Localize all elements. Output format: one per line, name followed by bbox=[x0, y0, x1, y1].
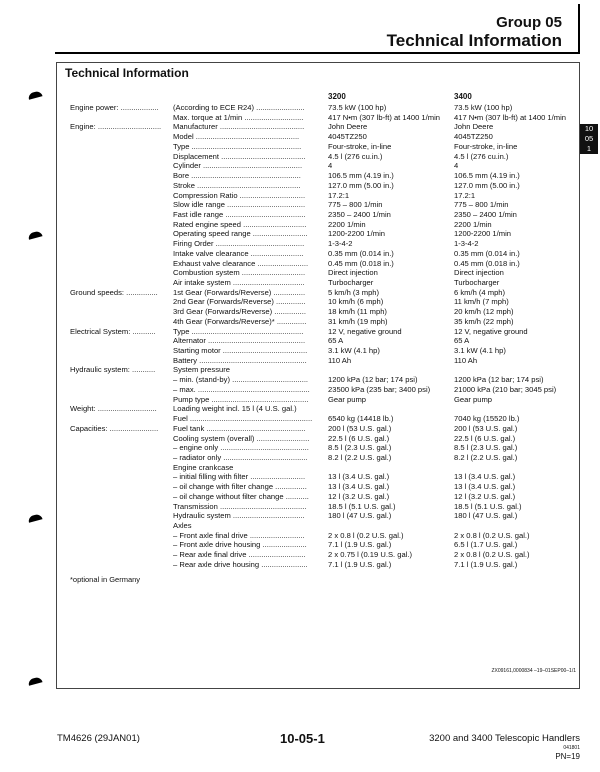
row-item: – min. (stand-by) .................................... bbox=[173, 375, 309, 385]
pn-number: PN=19 bbox=[555, 752, 580, 761]
value-3200: 417 N•m (307 lb-ft) at 1400 1/min bbox=[328, 112, 440, 122]
value-3400: 18.5 l (5.1 U.S. gal.) bbox=[454, 501, 522, 511]
row-item: – engine only .......................................... bbox=[173, 443, 309, 453]
row-item: Fuel .......................................................... bbox=[173, 414, 313, 423]
value-3200: 106.5 mm (4.19 in.) bbox=[328, 171, 394, 180]
row-item: Loading weight incl. 15 l (4 U.S. gal.) bbox=[173, 404, 297, 414]
row-item: Intake valve clearance ......................... bbox=[173, 248, 304, 258]
row-category: Engine: .............................. bbox=[70, 122, 162, 132]
spec-row bbox=[0, 317, 600, 327]
value-3200: 23500 kPa (235 bar; 3400 psi) bbox=[328, 384, 431, 394]
spec-row bbox=[0, 103, 600, 113]
value-3200: 7.1 l (1.9 U.S. gal.) bbox=[328, 559, 392, 569]
row-item: Pump type .............................................. bbox=[173, 394, 309, 404]
row-item: Manufacturer ........................................ bbox=[173, 122, 305, 132]
binding-mark bbox=[27, 90, 42, 99]
value-3200: Gear pump bbox=[328, 394, 366, 404]
row-item: Transmission ......................................... bbox=[173, 501, 307, 511]
value-3200: 1-3-4-2 bbox=[328, 239, 353, 249]
value-3200: 8.5 l (2.3 U.S. gal.) bbox=[328, 443, 392, 453]
value-3400: 7.1 l (1.9 U.S. gal.) bbox=[454, 559, 518, 569]
value-3400: 2 x 0.8 l (0.2 U.S. gal.) bbox=[454, 530, 530, 540]
value-3200: 13 l (3.4 U.S. gal.) bbox=[328, 482, 390, 492]
value-3200: 1200 kPa (12 bar; 174 psi) bbox=[328, 375, 418, 385]
value-3200: 3.1 kW (4.1 hp) bbox=[328, 346, 380, 355]
value-3200: 17.2:1 bbox=[328, 190, 350, 200]
value-3400: 12 l (3.2 U.S. gal.) bbox=[454, 491, 516, 501]
value-3400: 417 N•m (307 lb-ft) at 1400 1/min bbox=[454, 112, 566, 122]
value-3400: 13 l (3.4 U.S. gal.) bbox=[454, 482, 516, 492]
row-item: – oil change with filter change ............... bbox=[173, 482, 307, 492]
spec-row bbox=[0, 229, 600, 239]
spec-row bbox=[0, 443, 600, 453]
value-3400: 13 l (3.4 U.S. gal.) bbox=[454, 472, 516, 482]
row-item: Compression Ratio ............................... bbox=[173, 190, 306, 200]
section-title: Technical Information bbox=[65, 66, 189, 80]
page-number: 10-05-1 bbox=[280, 731, 325, 746]
value-3200: Turbocharger bbox=[328, 278, 374, 287]
spec-row bbox=[0, 297, 600, 307]
value-3200: Four-stroke, in-line bbox=[328, 141, 392, 151]
tab-line: 05 bbox=[584, 134, 594, 143]
row-item: – Rear axle drive housing ...................... bbox=[173, 559, 308, 569]
spec-row bbox=[0, 122, 600, 132]
row-item: – oil change without filter change ........... bbox=[173, 491, 309, 501]
spec-row bbox=[0, 161, 600, 171]
spec-row bbox=[0, 531, 600, 541]
value-3400: 8.5 l (2.3 U.S. gal.) bbox=[454, 443, 518, 453]
row-item: – Front axle drive housing ..................... bbox=[173, 540, 307, 550]
value-3200: 12 V, negative ground bbox=[328, 326, 402, 336]
row-item: Air intake system .................................. bbox=[173, 278, 305, 287]
value-3400: 2350 – 2400 1/min bbox=[454, 209, 517, 219]
value-3400: Four-stroke, in-line bbox=[454, 141, 518, 151]
value-3400: 73.5 kW (100 hp) bbox=[454, 103, 513, 112]
row-item: Battery ................................................... bbox=[173, 355, 307, 365]
row-item: Exhaust valve clearance ........................ bbox=[173, 258, 309, 268]
value-3400: 17.2:1 bbox=[454, 190, 476, 200]
spec-row bbox=[0, 336, 600, 346]
spec-row bbox=[0, 560, 600, 570]
value-3400: 12 V, negative ground bbox=[454, 326, 528, 336]
value-3200: 5 km/h (3 mph) bbox=[328, 287, 380, 297]
value-3400: 106.5 mm (4.19 in.) bbox=[454, 171, 520, 180]
header-side-rule bbox=[578, 4, 580, 54]
row-item: – radiator only ........................................ bbox=[173, 452, 308, 462]
value-3200: 73.5 kW (100 hp) bbox=[328, 103, 387, 112]
spec-row bbox=[0, 540, 600, 550]
value-3200: 2 x 0.75 l (0.19 U.S. gal.) bbox=[328, 550, 412, 560]
value-3400: 20 km/h (12 mph) bbox=[454, 307, 514, 317]
value-3400: 4.5 l (276 cu.in.) bbox=[454, 151, 509, 161]
row-item: System pressure bbox=[173, 365, 230, 375]
row-item: Type .................................................... bbox=[173, 141, 302, 151]
value-3200: 10 km/h (6 mph) bbox=[328, 297, 384, 307]
spec-row bbox=[0, 327, 600, 337]
spec-row bbox=[0, 395, 600, 405]
row-item: 3rd Gear (Forwards/Reverse) ............... bbox=[173, 307, 306, 317]
value-3400: 110 Ah bbox=[454, 355, 478, 365]
spec-row bbox=[0, 434, 600, 444]
value-3200: 18 km/h (11 mph) bbox=[328, 307, 387, 317]
row-item: 4th Gear (Forwards/Reverse)* .............. bbox=[173, 316, 307, 326]
value-3400: 3.1 kW (4.1 hp) bbox=[454, 346, 506, 355]
value-3400: John Deere bbox=[454, 122, 494, 132]
value-3200: 775 – 800 1/min bbox=[328, 200, 383, 210]
spec-row bbox=[0, 249, 600, 259]
value-3400: 200 l (53 U.S. gal.) bbox=[454, 423, 518, 433]
value-3400: 8.2 l (2.2 U.S. gal.) bbox=[454, 452, 518, 462]
spec-row bbox=[0, 414, 600, 424]
spec-row bbox=[0, 482, 600, 492]
value-3400: 775 – 800 1/min bbox=[454, 200, 509, 210]
spec-row bbox=[0, 307, 600, 317]
value-3400: 2200 1/min bbox=[454, 219, 492, 229]
row-item: Bore .................................................... bbox=[173, 171, 301, 180]
value-3400: 180 l (47 U.S. gal.) bbox=[454, 511, 518, 521]
value-3200: John Deere bbox=[328, 122, 368, 132]
group-label: Group 05 bbox=[496, 14, 562, 31]
value-3200: Direct injection bbox=[328, 268, 378, 278]
manual-id: TM4626 (29JAN01) bbox=[57, 733, 140, 744]
print-code: 041801 bbox=[563, 745, 580, 751]
value-3400: 7040 kg (15520 lb.) bbox=[454, 414, 520, 423]
manual-title: 3200 and 3400 Telescopic Handlers bbox=[429, 733, 580, 744]
row-item: Max. torque at 1/min ............................ bbox=[173, 112, 304, 122]
value-3400: 1200-2200 1/min bbox=[454, 229, 511, 239]
spec-row bbox=[0, 492, 600, 502]
value-3200: 13 l (3.4 U.S. gal.) bbox=[328, 472, 390, 482]
spec-row bbox=[0, 385, 600, 395]
value-3200: 4 bbox=[328, 161, 333, 171]
row-item: Stroke ................................................. bbox=[173, 180, 301, 190]
row-category: Electrical System: ........... bbox=[70, 326, 156, 336]
value-3400: 127.0 mm (5.00 in.) bbox=[454, 180, 520, 190]
value-3200: 2200 1/min bbox=[328, 219, 366, 229]
value-3400: 0.45 mm (0.018 in.) bbox=[454, 258, 520, 268]
spec-row bbox=[0, 181, 600, 191]
spec-row bbox=[0, 404, 600, 414]
row-item: Combustion system .............................. bbox=[173, 268, 306, 278]
value-3200: 4.5 l (276 cu.in.) bbox=[328, 151, 383, 161]
value-3400: 6.5 l (1.7 U.S. gal.) bbox=[454, 540, 518, 550]
spec-row bbox=[0, 220, 600, 230]
row-item: Slow idle range ..................................... bbox=[173, 200, 306, 210]
value-3400: Turbocharger bbox=[454, 278, 500, 287]
value-3200: 65 A bbox=[328, 336, 344, 346]
value-3400: 1200 kPa (12 bar; 174 psi) bbox=[454, 375, 544, 385]
row-item: (According to ECE R24) ....................... bbox=[173, 103, 305, 112]
value-3200: 0.45 mm (0.018 in.) bbox=[328, 258, 394, 268]
spec-row bbox=[0, 550, 600, 560]
spec-row bbox=[0, 521, 600, 531]
value-3400: 4045TZ250 bbox=[454, 132, 493, 142]
page-header-title: Technical Information bbox=[386, 31, 562, 50]
value-3400: 4 bbox=[454, 161, 459, 171]
value-3200: 0.35 mm (0.014 in.) bbox=[328, 248, 394, 258]
row-category: Ground speeds: ............... bbox=[70, 287, 158, 297]
spec-row bbox=[0, 511, 600, 521]
row-item: Fuel tank ............................................... bbox=[173, 423, 306, 433]
value-3200: 4045TZ250 bbox=[328, 132, 367, 142]
value-3200: 31 km/h (19 mph) bbox=[328, 316, 388, 326]
value-3200: 1200-2200 1/min bbox=[328, 229, 385, 239]
spec-row bbox=[0, 288, 600, 298]
spec-row bbox=[0, 259, 600, 269]
spec-row bbox=[0, 200, 600, 210]
spec-row bbox=[0, 424, 600, 434]
row-category: Hydraulic system: ........... bbox=[70, 365, 156, 375]
spec-row bbox=[0, 113, 600, 123]
row-item: – max. ..................................................... bbox=[173, 384, 310, 394]
value-3400: 2 x 0.8 l (0.2 U.S. gal.) bbox=[454, 550, 530, 560]
row-item: Cylinder ............................................... bbox=[173, 161, 303, 171]
row-item: Starting motor ........................................ bbox=[173, 346, 308, 355]
reference-code: ZX09161,0000834 –19–01SEP00–1/1 bbox=[491, 668, 576, 674]
row-item: Fast idle range ...................................... bbox=[173, 209, 306, 219]
row-item: Hydraulic system .................................. bbox=[173, 511, 305, 521]
value-3400: 11 km/h (7 mph) bbox=[454, 297, 509, 307]
row-item: Type ..................................................... bbox=[173, 326, 304, 336]
spec-row bbox=[0, 210, 600, 220]
row-item: 1st Gear (Forwards/Reverse) ............... bbox=[173, 287, 306, 297]
value-3200: 7.1 l (1.9 U.S. gal.) bbox=[328, 540, 392, 550]
row-item: Model ................................................. bbox=[173, 132, 300, 142]
value-3200: 2 x 0.8 l (0.2 U.S. gal.) bbox=[328, 530, 404, 540]
spec-row bbox=[0, 268, 600, 278]
spec-row bbox=[0, 171, 600, 181]
row-item: Alternator .............................................. bbox=[173, 336, 306, 346]
row-item: – Front axle final drive .......................... bbox=[173, 530, 305, 540]
row-category: Weight: ............................ bbox=[70, 404, 157, 414]
spec-row bbox=[0, 239, 600, 249]
value-3200: 22.5 l (6 U.S. gal.) bbox=[328, 433, 390, 443]
spec-row bbox=[0, 346, 600, 356]
row-item: – Rear axle final drive ........................... bbox=[173, 550, 306, 560]
value-3200: 12 l (3.2 U.S. gal.) bbox=[328, 491, 390, 501]
value-3400: Direct injection bbox=[454, 268, 504, 278]
row-item: Firing Order .......................................... bbox=[173, 239, 305, 249]
tab-line: 10 bbox=[584, 124, 594, 133]
value-3200: 180 l (47 U.S. gal.) bbox=[328, 511, 392, 521]
row-item: Axles bbox=[173, 521, 192, 530]
value-3400: 6 km/h (4 mph) bbox=[454, 287, 506, 297]
binding-mark bbox=[27, 676, 42, 685]
value-3200: 110 Ah bbox=[328, 355, 352, 365]
spec-row bbox=[0, 463, 600, 473]
row-item: 2nd Gear (Forwards/Reverse) .............. bbox=[173, 297, 306, 307]
spec-row bbox=[0, 132, 600, 142]
spec-row bbox=[0, 142, 600, 152]
value-3400: 35 km/h (22 mph) bbox=[454, 316, 514, 326]
value-3400: 0.35 mm (0.014 in.) bbox=[454, 248, 520, 258]
spec-row bbox=[0, 472, 600, 482]
column-header-3400: 3400 bbox=[454, 92, 472, 101]
spec-row bbox=[0, 375, 600, 385]
row-item: – initial filling with filter .......................... bbox=[173, 472, 306, 482]
footnote: *optional in Germany bbox=[70, 575, 141, 584]
spec-row bbox=[0, 278, 600, 288]
spec-row bbox=[0, 453, 600, 463]
row-item: Operating speed range .......................... bbox=[173, 229, 308, 239]
value-3200: 6540 kg (14418 lb.) bbox=[328, 414, 394, 423]
row-item: Displacement ........................................ bbox=[173, 151, 306, 161]
value-3200: 200 l (53 U.S. gal.) bbox=[328, 423, 392, 433]
tab-line: 1 bbox=[586, 144, 592, 153]
value-3200: 2350 – 2400 1/min bbox=[328, 209, 391, 219]
value-3400: 21000 kPa (210 bar; 3045 psi) bbox=[454, 384, 557, 394]
row-category: Engine power: .................. bbox=[70, 103, 159, 112]
value-3200: 18.5 l (5.1 U.S. gal.) bbox=[328, 501, 396, 511]
header-rule bbox=[55, 52, 580, 54]
row-item: Cooling system (overall) ......................... bbox=[173, 433, 310, 443]
row-category: Capacities: ....................... bbox=[70, 423, 159, 433]
value-3400: 22.5 l (6 U.S. gal.) bbox=[454, 433, 516, 443]
value-3200: 8.2 l (2.2 U.S. gal.) bbox=[328, 452, 392, 462]
row-item: Engine crankcase bbox=[173, 462, 234, 472]
value-3400: 65 A bbox=[454, 336, 470, 346]
value-3200: 127.0 mm (5.00 in.) bbox=[328, 180, 394, 190]
spec-row bbox=[0, 356, 600, 366]
column-header-3200: 3200 bbox=[328, 92, 346, 101]
value-3400: 1-3-4-2 bbox=[454, 239, 479, 249]
spec-row bbox=[0, 365, 600, 375]
spec-row bbox=[0, 502, 600, 512]
spec-row bbox=[0, 191, 600, 201]
value-3400: Gear pump bbox=[454, 394, 492, 404]
row-item: Rated engine speed .............................. bbox=[173, 219, 307, 229]
spec-row bbox=[0, 152, 600, 162]
